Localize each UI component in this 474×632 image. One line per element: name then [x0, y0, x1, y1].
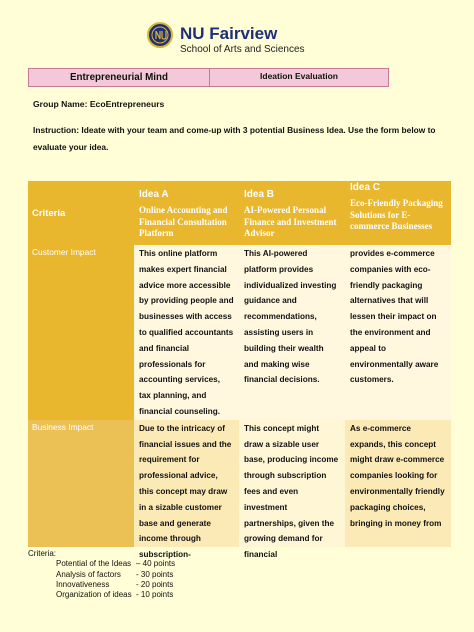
university-seal-icon	[147, 22, 173, 48]
idea-title: Online Accounting and Financial Consultation Platform	[139, 205, 228, 238]
criteria-list	[28, 549, 175, 600]
criterion-points: - 10 points	[136, 590, 174, 600]
course-banner	[28, 68, 389, 87]
table-cell	[239, 420, 345, 560]
table-cell	[345, 420, 451, 547]
table-row	[28, 420, 451, 547]
activity-title: Ideation Evaluation	[260, 71, 338, 81]
table-cell	[134, 420, 239, 560]
criterion-name: Potential of the Ideas	[56, 559, 132, 569]
idea-label: Idea C	[350, 182, 381, 193]
list-item	[28, 590, 175, 600]
idea-a-header	[134, 181, 239, 245]
idea-label: Idea A	[139, 189, 169, 200]
document-header	[0, 0, 474, 62]
criterion-points: - 30 points	[136, 569, 174, 579]
table-header-row	[28, 181, 451, 245]
group-name: Group Name: EcoEntrepreneurs	[33, 99, 165, 109]
table-row	[28, 245, 451, 420]
cell-text: This concept might draw a sizable user base, producing income through subscription fees and even investment partnerships, given the growing demand for financial	[244, 423, 339, 560]
criterion-cell: Customer Impact	[28, 245, 134, 420]
idea-b-header	[239, 181, 345, 245]
evaluation-table	[28, 181, 451, 560]
criterion-name: Innovativeness	[56, 579, 110, 589]
school-name: School of Arts and Sciences	[180, 44, 305, 55]
idea-label: Idea B	[244, 189, 275, 200]
list-item	[28, 559, 175, 569]
criterion-name: Analysis of factors	[56, 569, 121, 579]
list-item	[28, 580, 175, 590]
criteria-header: Criteria	[28, 181, 134, 245]
instruction-text: Instruction: Ideate with your team and come-up with 3 potential Business Idea. Use the form below to evaluate your idea.	[33, 125, 436, 152]
table-cell: This online platform makes expert financial advice more accessible by providing people and businesses with access to qualified accountants and financial professionals for accounting services, tax planning, and financial counseling.	[134, 245, 239, 420]
list-item	[28, 570, 175, 580]
cell-text: Due to the intricacy of financial issues and the requirement for professional advice, this concept may draw in a sizable customer base and generate income through subscription-	[139, 423, 232, 560]
table-cell: provides e-commerce companies with eco-friendly packaging alternatives that will lessen their impact on the environment and appeal to environmentally aware customers.	[345, 245, 451, 420]
cell-text: As e-commerce expands, this concept might draw e-commerce companies looking for environmentally friendly packaging choices, bringing in money from	[350, 423, 445, 528]
idea-title: Eco-Friendly Packaging Solutions for E-commerce Businesses	[350, 198, 443, 231]
university-name: NU Fairview	[180, 24, 278, 43]
idea-title: AI-Powered Personal Finance and Investment Advisor	[244, 205, 337, 238]
criterion-points: – 40 points	[136, 559, 176, 569]
table-cell: This AI-powered platform provides individualized investing guidance and recommendations, assisting users in building their wealth and making wise financial decisions.	[239, 245, 345, 420]
idea-c-header	[345, 181, 451, 245]
course-title: Entrepreneurial Mind	[29, 69, 210, 86]
criterion-name: Organization of ideas	[56, 590, 132, 600]
criteria-list-title: Criteria:	[28, 549, 57, 558]
criterion-points: - 20 points	[136, 579, 174, 589]
criterion-cell: Business Impact	[28, 420, 134, 547]
